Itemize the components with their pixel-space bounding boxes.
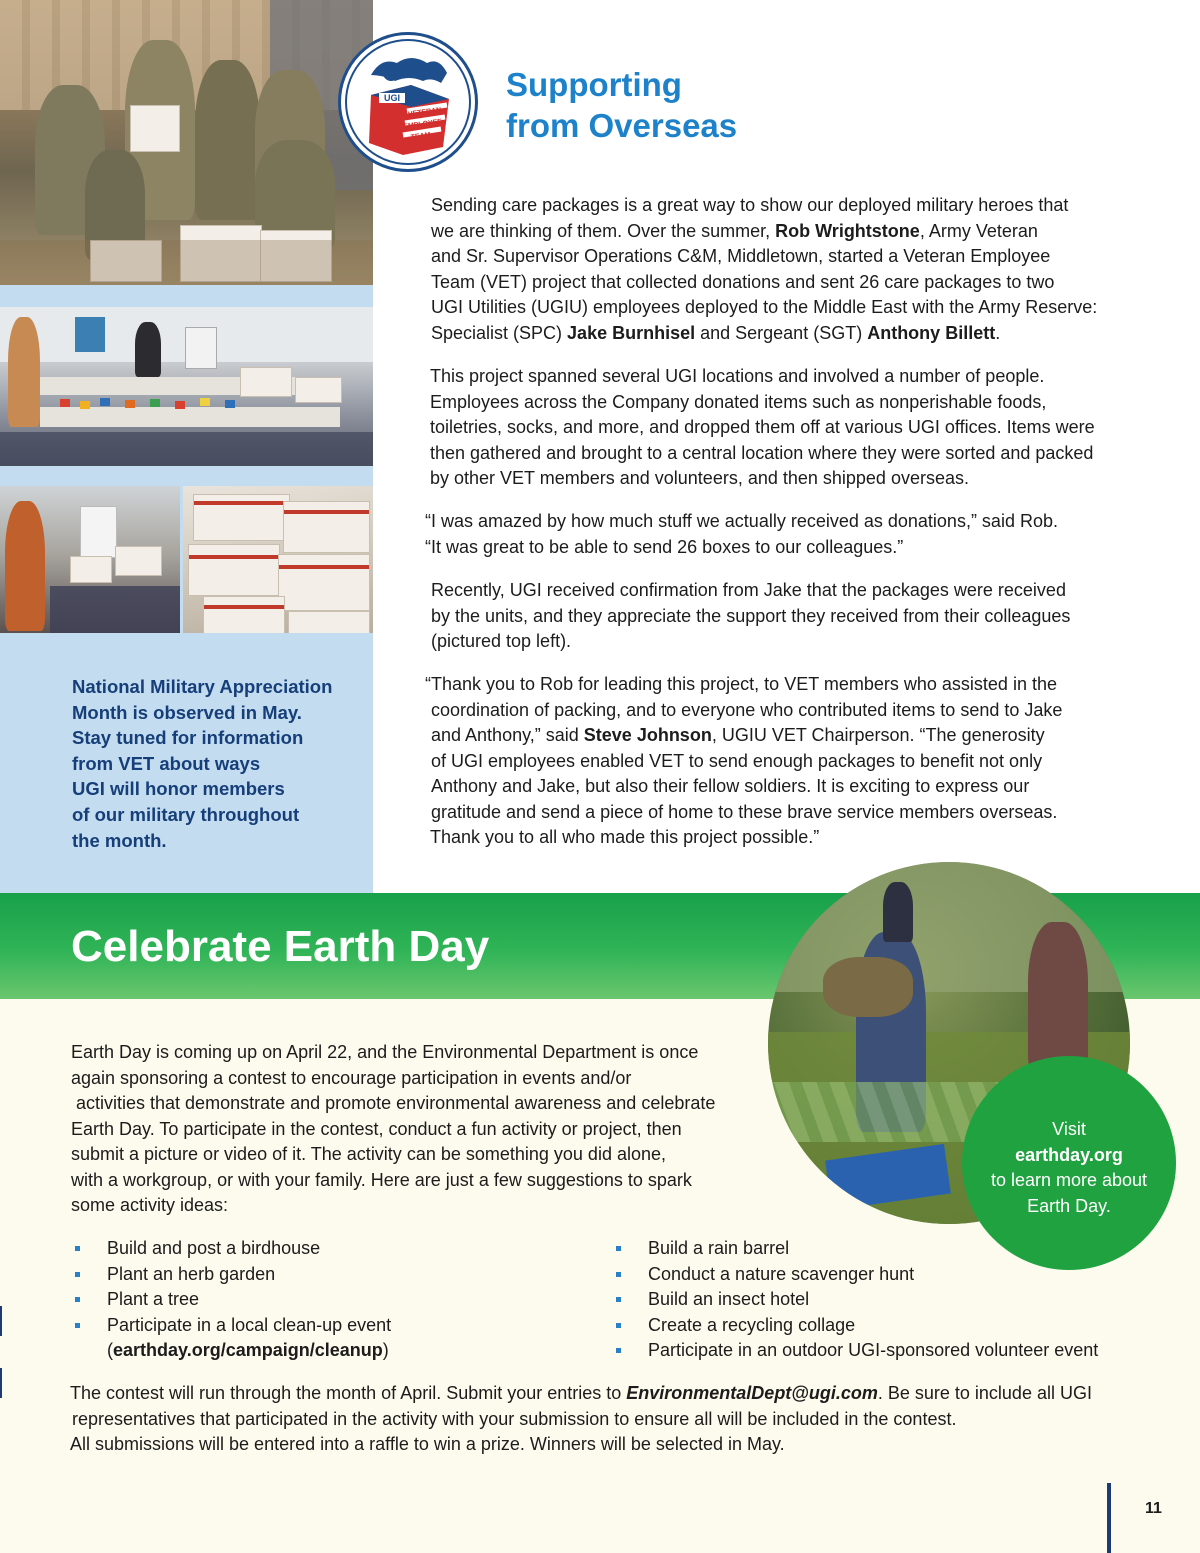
text-line: and Anthony,” said Steve Johnson, UGIU VET Chairperson. “The generosity: [431, 725, 1045, 745]
name-steve-johnson: Steve Johnson: [583, 725, 712, 745]
bullet-icon: [616, 1246, 621, 1251]
list-item: Build an insect hotel: [613, 1287, 1098, 1313]
text-line: coordination of packing, and to everyone who contributed items to send to Jake: [431, 699, 1063, 720]
list-item-continuation: (earthday.org/campaign/cleanup): [107, 1340, 389, 1360]
text-line: UGI Utilities (UGIU) employees deployed to the Middle East with the Army Reserve:: [431, 297, 1098, 317]
saluting-soldiers-icon: [341, 35, 475, 169]
text-line: submit a picture or video of it. The activity can be something you did alone,: [71, 1144, 666, 1164]
section-title-line: Supporting: [506, 66, 682, 103]
bullet-icon: [616, 1272, 621, 1277]
text-line: The contest will run through the month of April. Submit your entries to EnvironmentalDept@ugi.com. Be sure to include all UGI: [70, 1383, 1092, 1403]
text-line: Thank you to all who made this project possible.”: [430, 827, 820, 847]
sidebar-note-line: the month.: [72, 829, 167, 851]
email-link[interactable]: EnvironmentalDept@ugi.com: [626, 1383, 878, 1403]
name-jake-burnhisel: Jake Burnhisel: [567, 322, 696, 343]
text-line: “Thank you to Rob for leading this project, to VET members who assisted in the: [425, 674, 1057, 694]
list-item: Participate in an outdoor UGI-sponsored volunteer event: [613, 1338, 1098, 1364]
earthday-link[interactable]: earthday.org: [1015, 1144, 1123, 1165]
bullet-icon: [616, 1323, 621, 1328]
sidebar-note-line: UGI will honor members: [72, 778, 285, 800]
bullet-icon: [75, 1272, 80, 1277]
list-item: Build a rain barrel: [613, 1236, 1098, 1262]
bullet-icon: [75, 1297, 80, 1302]
earth-day-title: Celebrate Earth Day: [71, 922, 490, 971]
text-line: Specialist (SPC) Jake Burnhisel and Sergeant (SGT) Anthony Billett.: [431, 322, 1001, 343]
article-paragraph-2: [430, 364, 1095, 492]
page-number-rule: [1107, 1483, 1111, 1553]
text-line: and Sr. Supervisor Operations C&M, Middletown, started a Veteran Employee: [431, 246, 1051, 266]
photo-soldiers-with-packages: [0, 0, 373, 285]
text-line: representatives that participated in the activity with your submission to ensure all will be included in the contest.: [72, 1408, 957, 1429]
list-item: Participate in a local clean-up event: [72, 1313, 391, 1339]
article-paragraph-5: [425, 672, 1062, 851]
photo-donation-tables: [0, 307, 373, 466]
page-edge-mark: [0, 1368, 2, 1398]
text-line: activities that demonstrate and promote environmental awareness and celebrate: [71, 1093, 716, 1113]
page-edge-mark: [0, 1306, 2, 1336]
article-paragraph-3: [425, 509, 1058, 560]
visit-earthday-text: [968, 1117, 1170, 1219]
text-line: Earth Day is coming up on April 22, and the Environmental Department is once: [71, 1042, 699, 1062]
bullet-icon: [616, 1297, 621, 1302]
sidebar-appreciation-note: [72, 674, 362, 853]
logo-ribbon-text: TEAM: [410, 131, 432, 142]
text-line: of UGI employees enabled VET to send enough packages to benefit not only: [431, 750, 1043, 771]
veteran-employee-team-logo: [338, 32, 478, 172]
text-line: “I was amazed by how much stuff we actually received as donations,” said Rob.: [425, 511, 1058, 531]
name-rob-wrightstone: Rob Wrightstone: [775, 220, 920, 241]
sidebar-note-line: of our military throughout: [72, 803, 300, 825]
text-line: with a workgroup, or with your family. Here are just a few suggestions to spark: [71, 1169, 692, 1190]
sidebar-note-line: Stay tuned for information: [72, 727, 304, 749]
list-item: Plant a tree: [72, 1287, 391, 1313]
earth-day-closing: [70, 1381, 1092, 1458]
text-line: All submissions will be entered into a raffle to win a prize. Winners will be selected in May.: [70, 1434, 785, 1454]
visit-line: Visit: [1052, 1119, 1086, 1139]
text-line: we are thinking of them. Over the summer, Rob Wrightstone, Army Veteran: [431, 220, 1038, 241]
text-line: “It was great to be able to send 26 boxes to our colleagues.”: [425, 536, 904, 557]
earth-day-intro: [71, 1040, 715, 1219]
bullet-icon: [75, 1246, 80, 1251]
logo-ribbon-text: EMPLOYEE: [403, 118, 443, 131]
text-line: by the units, and they appreciate the support they received from their colleagues: [431, 605, 1071, 626]
activity-list-left: [72, 1236, 391, 1364]
article-paragraph-4: [431, 578, 1070, 655]
text-line: Sending care packages is a great way to show our deployed military heroes that: [431, 195, 1069, 215]
text-line: This project spanned several UGI locations and involved a number of people.: [430, 366, 1045, 386]
text-line: (pictured top left).: [431, 631, 572, 651]
photo-packing-room: [0, 486, 180, 633]
text-line: some activity ideas:: [71, 1195, 229, 1215]
sidebar-note-line: from VET about ways: [72, 752, 261, 774]
section-title-line: from Overseas: [506, 107, 738, 144]
sidebar-note-line: National Military Appreciation: [72, 676, 333, 697]
article-paragraph-1: [431, 193, 1097, 346]
text-line: Recently, UGI received confirmation from Jake that the packages were received: [431, 580, 1066, 600]
bullet-icon: [75, 1323, 80, 1328]
text-line: then gathered and brought to a central location where they were sorted and packed: [430, 442, 1094, 463]
text-line: Team (VET) project that collected donations and sent 26 care packages to two: [431, 271, 1055, 292]
name-anthony-billett: Anthony Billett: [867, 322, 996, 343]
activity-list-right: [613, 1236, 1098, 1364]
visit-line: to learn more about: [990, 1170, 1148, 1191]
page-number: 11: [1145, 1500, 1162, 1517]
photo-usps-boxes: [183, 486, 373, 633]
cleanup-campaign-link[interactable]: earthday.org/campaign/cleanup: [113, 1340, 383, 1360]
text-line: toiletries, socks, and more, and dropped them off at various UGI offices. Items were: [430, 417, 1095, 437]
text-line: Earth Day. To participate in the contest, conduct a fun activity or project, then: [71, 1118, 682, 1139]
text-line: Anthony and Jake, but also their fellow soldiers. It is exciting to express our: [431, 776, 1030, 796]
list-item: Conduct a nature scavenger hunt: [613, 1262, 1098, 1288]
visit-line: Earth Day.: [1027, 1195, 1111, 1216]
list-item: Build and post a birdhouse: [72, 1236, 391, 1262]
list-item: Plant an herb garden: [72, 1262, 391, 1288]
list-item: Create a recycling collage: [613, 1313, 1098, 1339]
section-title: [506, 64, 886, 146]
text-line: Employees across the Company donated items such as nonperishable foods,: [430, 391, 1047, 412]
text-line: again sponsoring a contest to encourage participation in events and/or: [71, 1067, 632, 1088]
text-line: gratitude and send a piece of home to these brave service members overseas.: [431, 801, 1058, 822]
logo-brand-text: UGI: [383, 93, 401, 103]
text-line: by other VET members and volunteers, and then shipped overseas.: [430, 468, 969, 488]
logo-ribbon-text: VETERAN: [407, 106, 442, 119]
bullet-icon: [616, 1348, 621, 1353]
sidebar-note-line: Month is observed in May.: [72, 701, 302, 723]
